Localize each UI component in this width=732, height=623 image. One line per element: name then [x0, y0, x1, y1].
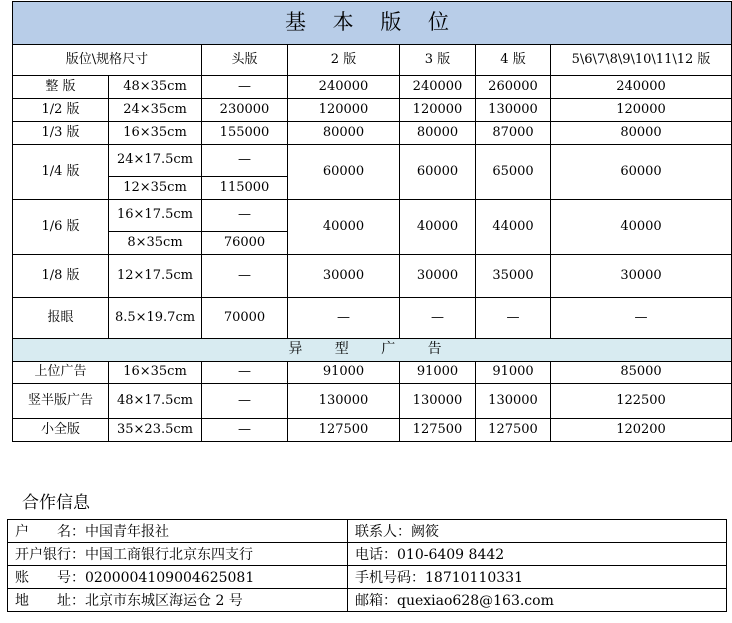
row-p4-price: 91000: [476, 362, 551, 384]
row-label: 1/3 版: [13, 122, 109, 145]
row-p4-price: —: [476, 298, 551, 339]
row-front-price: 70000: [202, 298, 288, 339]
row-label: 上位广告: [13, 362, 109, 384]
row-p5-price: 240000: [551, 76, 732, 99]
row-p3-price: 40000: [400, 200, 476, 255]
row-label: 竖半版广告: [13, 384, 109, 419]
table-row: [13, 145, 732, 177]
row-p4-price: 35000: [476, 255, 551, 298]
row-front-price: —: [202, 255, 288, 298]
row-front-price: —: [202, 200, 288, 232]
row-p3-price: 127500: [400, 419, 476, 442]
table-row: [13, 384, 732, 419]
row-size: 24×35cm: [109, 99, 202, 122]
table-row: [13, 99, 732, 122]
row-p4-price: 65000: [476, 145, 551, 200]
row-p2-price: 127500: [288, 419, 400, 442]
row-p5-price: 40000: [551, 200, 732, 255]
special-section-title: 异 型 广 告: [13, 339, 732, 362]
row-p2-price: —: [288, 298, 400, 339]
header-row: [13, 45, 732, 76]
row-p5-price: 80000: [551, 122, 732, 145]
row-front-price: —: [202, 362, 288, 384]
row-p5-price: 30000: [551, 255, 732, 298]
contact-row: [8, 520, 727, 543]
table-row: [13, 419, 732, 442]
row-p3-price: 80000: [400, 122, 476, 145]
row-p4-price: 130000: [476, 384, 551, 419]
contact-row: [8, 589, 727, 612]
row-p3-price: 240000: [400, 76, 476, 99]
row-size: 16×35cm: [109, 122, 202, 145]
row-p5-price: 120200: [551, 419, 732, 442]
row-label: 整 版: [13, 76, 109, 99]
row-p3-price: —: [400, 298, 476, 339]
row-front-price: —: [202, 419, 288, 442]
row-p5-price: 120000: [551, 99, 732, 122]
header-page-2: 2 版: [288, 45, 400, 76]
coop-heading: 合作信息: [22, 493, 90, 513]
header-position-size: 版位\规格尺寸: [13, 45, 202, 76]
row-size: 48×35cm: [109, 76, 202, 99]
row-p2-price: 30000: [288, 255, 400, 298]
row-p4-price: 130000: [476, 99, 551, 122]
ad-rate-table: [12, 1, 732, 442]
row-front-price: 230000: [202, 99, 288, 122]
row-p2-price: 120000: [288, 99, 400, 122]
account-name: 户 名：中国青年报社: [8, 520, 348, 543]
row-size: 16×17.5cm: [109, 200, 202, 232]
row-size: 48×17.5cm: [109, 384, 202, 419]
row-size: 8×35cm: [109, 232, 202, 255]
contact-row: [8, 543, 727, 566]
account-number: 账 号：0200004109004625081: [8, 566, 348, 589]
row-p4-price: 260000: [476, 76, 551, 99]
row-p4-price: 44000: [476, 200, 551, 255]
header-front-page: 头版: [202, 45, 288, 76]
row-front-price: —: [202, 145, 288, 177]
row-p3-price: 130000: [400, 384, 476, 419]
email: 邮箱：quexiao628@163.com: [348, 589, 727, 612]
row-p3-price: 120000: [400, 99, 476, 122]
row-p5-price: 122500: [551, 384, 732, 419]
contact-row: [8, 566, 727, 589]
row-front-price: 76000: [202, 232, 288, 255]
contact-person: 联系人：阙筱: [348, 520, 727, 543]
special-section-row: [13, 339, 732, 362]
table-title: 基 本 版 位: [13, 2, 732, 45]
mobile-number: 手机号码：18710110331: [348, 566, 727, 589]
row-size: 24×17.5cm: [109, 145, 202, 177]
bank-name: 开户银行：中国工商银行北京东四支行: [8, 543, 348, 566]
row-p2-price: 130000: [288, 384, 400, 419]
row-label: 1/8 版: [13, 255, 109, 298]
table-row: [13, 362, 732, 384]
row-label: 1/6 版: [13, 200, 109, 255]
row-p2-price: 60000: [288, 145, 400, 200]
row-p2-price: 91000: [288, 362, 400, 384]
row-size: 12×17.5cm: [109, 255, 202, 298]
contact-table: [7, 519, 727, 612]
table-row: [13, 76, 732, 99]
row-size: 8.5×19.7cm: [109, 298, 202, 339]
header-page-4: 4 版: [476, 45, 551, 76]
row-p5-price: 60000: [551, 145, 732, 200]
row-p5-price: —: [551, 298, 732, 339]
row-front-price: 115000: [202, 177, 288, 200]
row-size: 35×23.5cm: [109, 419, 202, 442]
row-size: 16×35cm: [109, 362, 202, 384]
row-size: 12×35cm: [109, 177, 202, 200]
table-row: [13, 255, 732, 298]
row-p2-price: 40000: [288, 200, 400, 255]
row-p4-price: 87000: [476, 122, 551, 145]
row-p3-price: 91000: [400, 362, 476, 384]
row-p2-price: 80000: [288, 122, 400, 145]
header-page-3: 3 版: [400, 45, 476, 76]
phone-number: 电话：010-6409 8442: [348, 543, 727, 566]
address: 地 址：北京市东城区海运仓 2 号: [8, 589, 348, 612]
table-row: [13, 122, 732, 145]
row-label: 1/4 版: [13, 145, 109, 200]
row-p3-price: 60000: [400, 145, 476, 200]
row-p2-price: 240000: [288, 76, 400, 99]
header-page-5-12: 5\6\7\8\9\10\11\12 版: [551, 45, 732, 76]
row-p4-price: 127500: [476, 419, 551, 442]
row-front-price: —: [202, 384, 288, 419]
row-p3-price: 30000: [400, 255, 476, 298]
row-label: 报眼: [13, 298, 109, 339]
row-label: 1/2 版: [13, 99, 109, 122]
row-p5-price: 85000: [551, 362, 732, 384]
table-title-row: [13, 2, 732, 45]
row-label: 小全版: [13, 419, 109, 442]
row-front-price: —: [202, 76, 288, 99]
table-row: [13, 200, 732, 232]
table-row: [13, 298, 732, 339]
row-front-price: 155000: [202, 122, 288, 145]
